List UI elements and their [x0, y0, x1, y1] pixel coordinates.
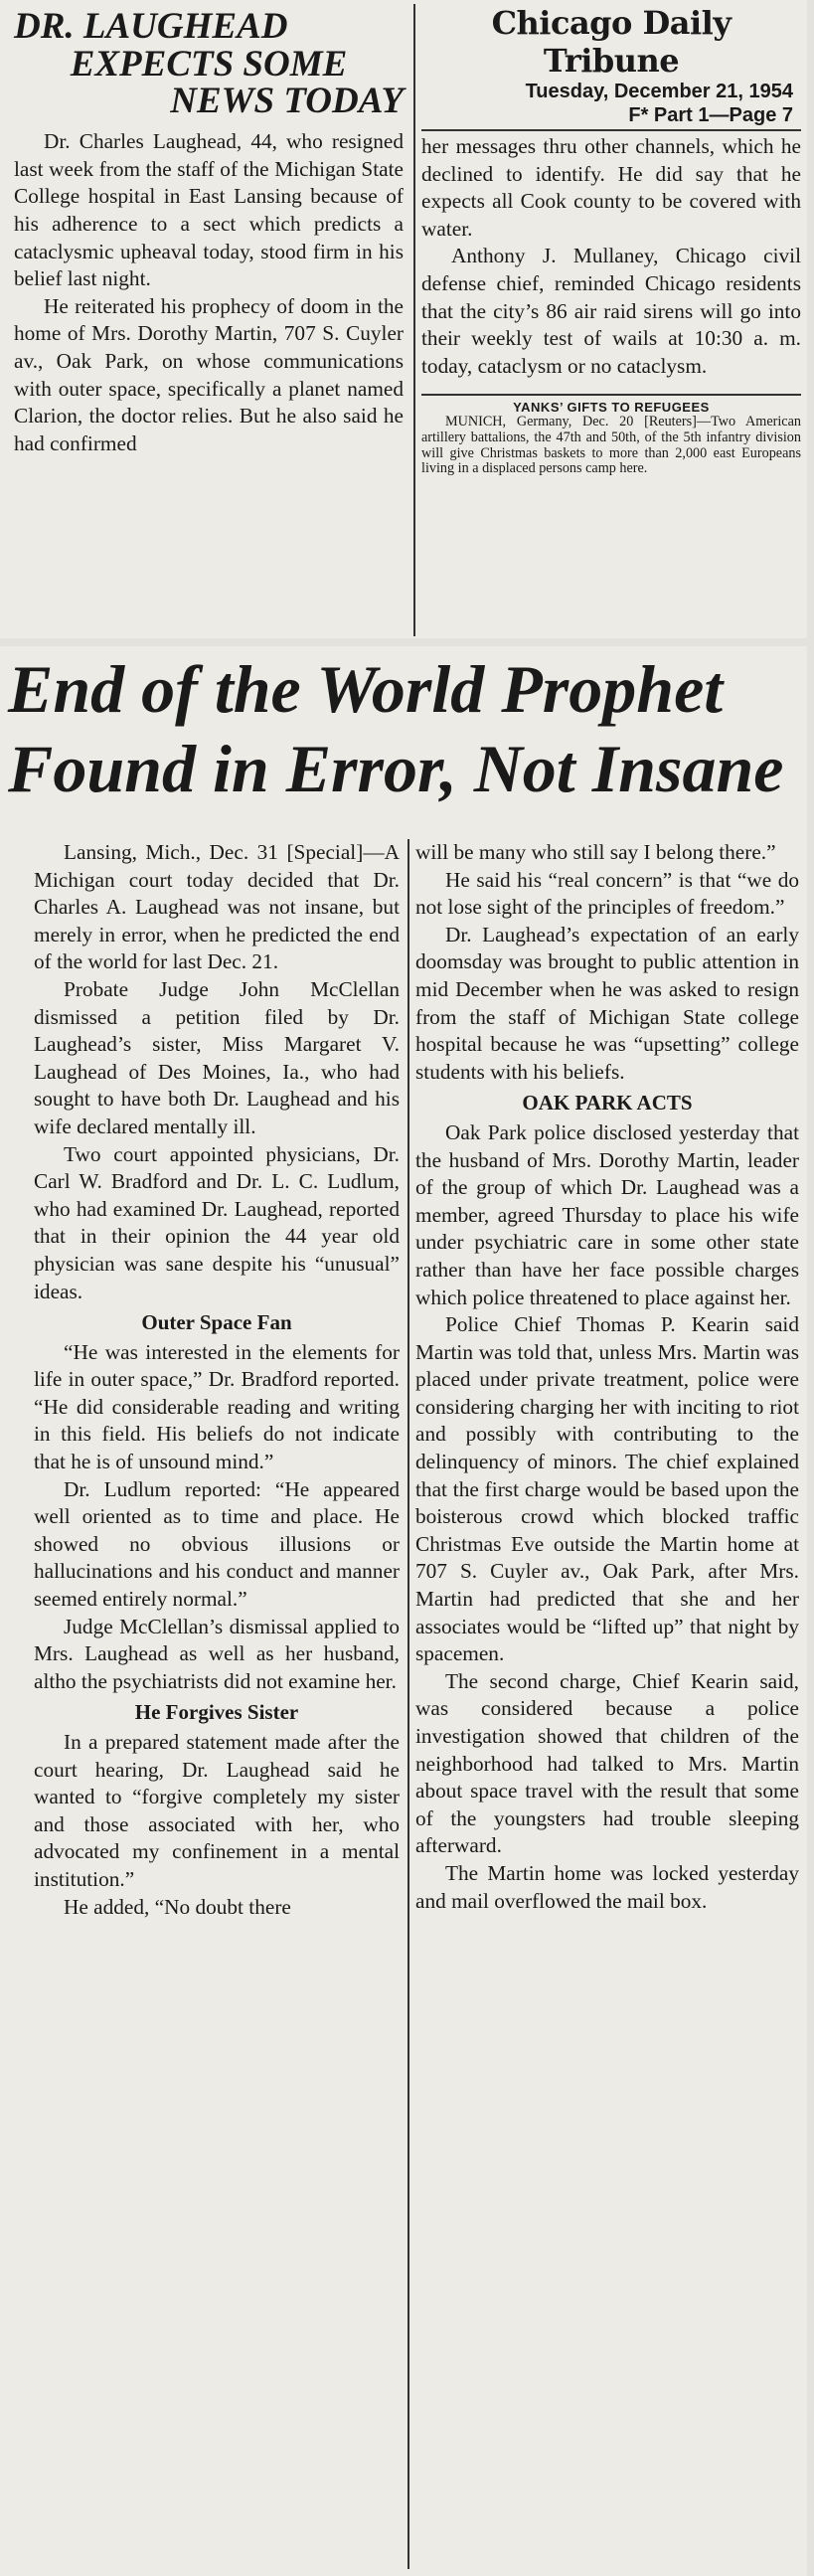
top-headline-line-3: NEWS TODAY: [170, 81, 404, 122]
article-paragraph: Two court appointed physicians, Dr. Carl W. Bradford and Dr. L. C. Ludlum, who had examined Dr. Laughead, reported that in their opinion the 44 year old physician was sane despite his “unusual” ideas.: [34, 1141, 400, 1303]
main-headline-line-1: End of the World Prophet: [8, 651, 724, 727]
brief-text: MUNICH, Germany, Dec. 20 [Reuters]—Two American artillery battalions, the 47th and 50th, of the 5th infantry division will give Christmas baskets to more than 2,000 east Europeans living in a displaced persons camp here.: [421, 414, 801, 477]
top-right-paragraph: Anthony J. Mullaney, Chicago civil defense chief, reminded Chicago residents that the city’s 86 air raid sirens will go into their weekly test of wails at 10:30 a. m. today, cataclysm or no cataclysm.: [421, 244, 801, 378]
article-paragraph: will be many who still say I belong there.”: [415, 840, 776, 864]
article-paragraph: In a prepared statement made after the court hearing, Dr. Laughead said he wanted to “forgive completely my sister and those associated with her, who advocated my confinement in a mental institution.”: [34, 1730, 400, 1891]
article-right-column: [415, 839, 799, 1915]
article-subhead: He Forgives Sister: [134, 1700, 299, 1725]
article-paragraph: Dr. Ludlum reported: “He appeared well oriented as to time and place. He showed no obvious illusions or hallucinations and his conduct and manner seemed entirely normal.”: [34, 1476, 400, 1612]
article-subhead: Outer Space Fan: [141, 1310, 292, 1335]
article-paragraph: Judge McClellan’s dismissal applied to Mrs. Laughead as well as her husband, altho the psychiatrists did not examine her.: [34, 1614, 400, 1693]
article-paragraph: Lansing, Mich., Dec. 31 [Special]—A Michigan court today decided that Dr. Charles A. Laughead was not insane, but merely in error, when he predicted the end of the world for last Dec. 21.: [34, 840, 400, 974]
top-headline-line-1: DR. LAUGHEAD: [14, 6, 288, 47]
article-paragraph: Oak Park police disclosed yesterday that the husband of Mrs. Dorothy Martin, leader of the group of which Dr. Laughead was a member, agreed Thursday to place his wife under psychiatric care in some other state rather than have her face possible charges which police threatened to place against her.: [415, 1119, 799, 1309]
article-paragraph: “He was interested in the elements for life in outer space,” Dr. Bradford reported. “He did considerable reading and writing in this field. His beliefs do not indicate that he is of unsound mind.”: [34, 1339, 400, 1474]
news-brief: [421, 394, 801, 476]
dateline: Tuesday, December 21, 1954: [525, 81, 793, 102]
article-paragraph: The second charge, Chief Kearin said, was considered because a police investigation showed that children of the neighborhood had talked to Mrs. Martin about space travel with the result that some of the youngsters had trouble sleeping afterward.: [415, 1668, 799, 1858]
top-left-article: [14, 128, 404, 457]
masthead: Chicago Daily Tribune: [491, 4, 732, 80]
article-left-column: [34, 839, 400, 1921]
top-left-paragraph: Dr. Charles Laughead, 44, who resigned last week from the staff of the Michigan State College hospital in East Lansing because of his adherence to a sect which predicts a cataclysmic upheaval today, stood firm in his belief last night.: [14, 129, 404, 291]
top-right-article: [421, 133, 801, 380]
top-right-column: [421, 4, 801, 477]
top-right-paragraph: her messages thru other channels, which he declined to identify. He did say that he expects all Cook county to be covered with water.: [421, 134, 801, 241]
main-headline-line-2: Found in Error, Not Insane: [8, 731, 784, 806]
article-paragraph: He added, “No doubt there: [64, 1894, 291, 1919]
article-paragraph: Police Chief Thomas P. Kearin said Martin was told that, unless Mrs. Martin was placed under private treatment, police were considering charging her with inciting to riot and possibly with contributing to the delinquency of minors. The chief explained that the first charge would be based upon the boisterous crowd which blocked traffic Christmas Eve outside the Martin home at 707 S. Cuyler av., Oak Park, after Mrs. Martin had predicted that she and her associates would be “lifted up” that night by spacemen.: [415, 1312, 799, 1666]
top-clipping: [0, 0, 807, 638]
bottom-clipping: [0, 646, 807, 2576]
article-paragraph: The Martin home was locked yesterday and mail overflowed the mail box.: [415, 1860, 799, 1913]
masthead-rule: [421, 129, 801, 131]
article-subhead: OAK PARK ACTS: [522, 1091, 693, 1116]
top-left-column: [14, 8, 404, 457]
article-paragraph: Probate Judge John McClellan dismissed a petition filed by Dr. Laughead’s sister, Miss Margaret V. Laughead of Des Moines, Ia., who had sought to have both Dr. Laughead and his wife declared mentally ill.: [34, 976, 400, 1138]
page-line: F* Part 1—Page 7: [628, 104, 793, 126]
top-headline-line-2: EXPECTS SOME: [70, 43, 348, 85]
article-paragraph: He said his “real concern” is that “we do not lose sight of the principles of freedom.”: [415, 867, 799, 920]
masthead-block: [421, 4, 801, 127]
article-paragraph: Dr. Laughead’s expectation of an early doomsday was brought to public attention in mid December when he was asked to resign from the staff of Michigan State college hospital because he was “upsetting” college students with his beliefs.: [415, 922, 799, 1084]
brief-title: YANKS’ GIFTS TO REFUGEES: [513, 400, 710, 416]
column-rule: [413, 4, 415, 636]
top-left-paragraph: He reiterated his prophecy of doom in the home of Mrs. Dorothy Martin, 707 S. Cuyler av., Oak Park, on whose communications with outer space, specifically a planet named Clarion, the doctor relies. But he also said he had confirmed: [14, 293, 404, 455]
column-rule: [407, 839, 409, 2569]
